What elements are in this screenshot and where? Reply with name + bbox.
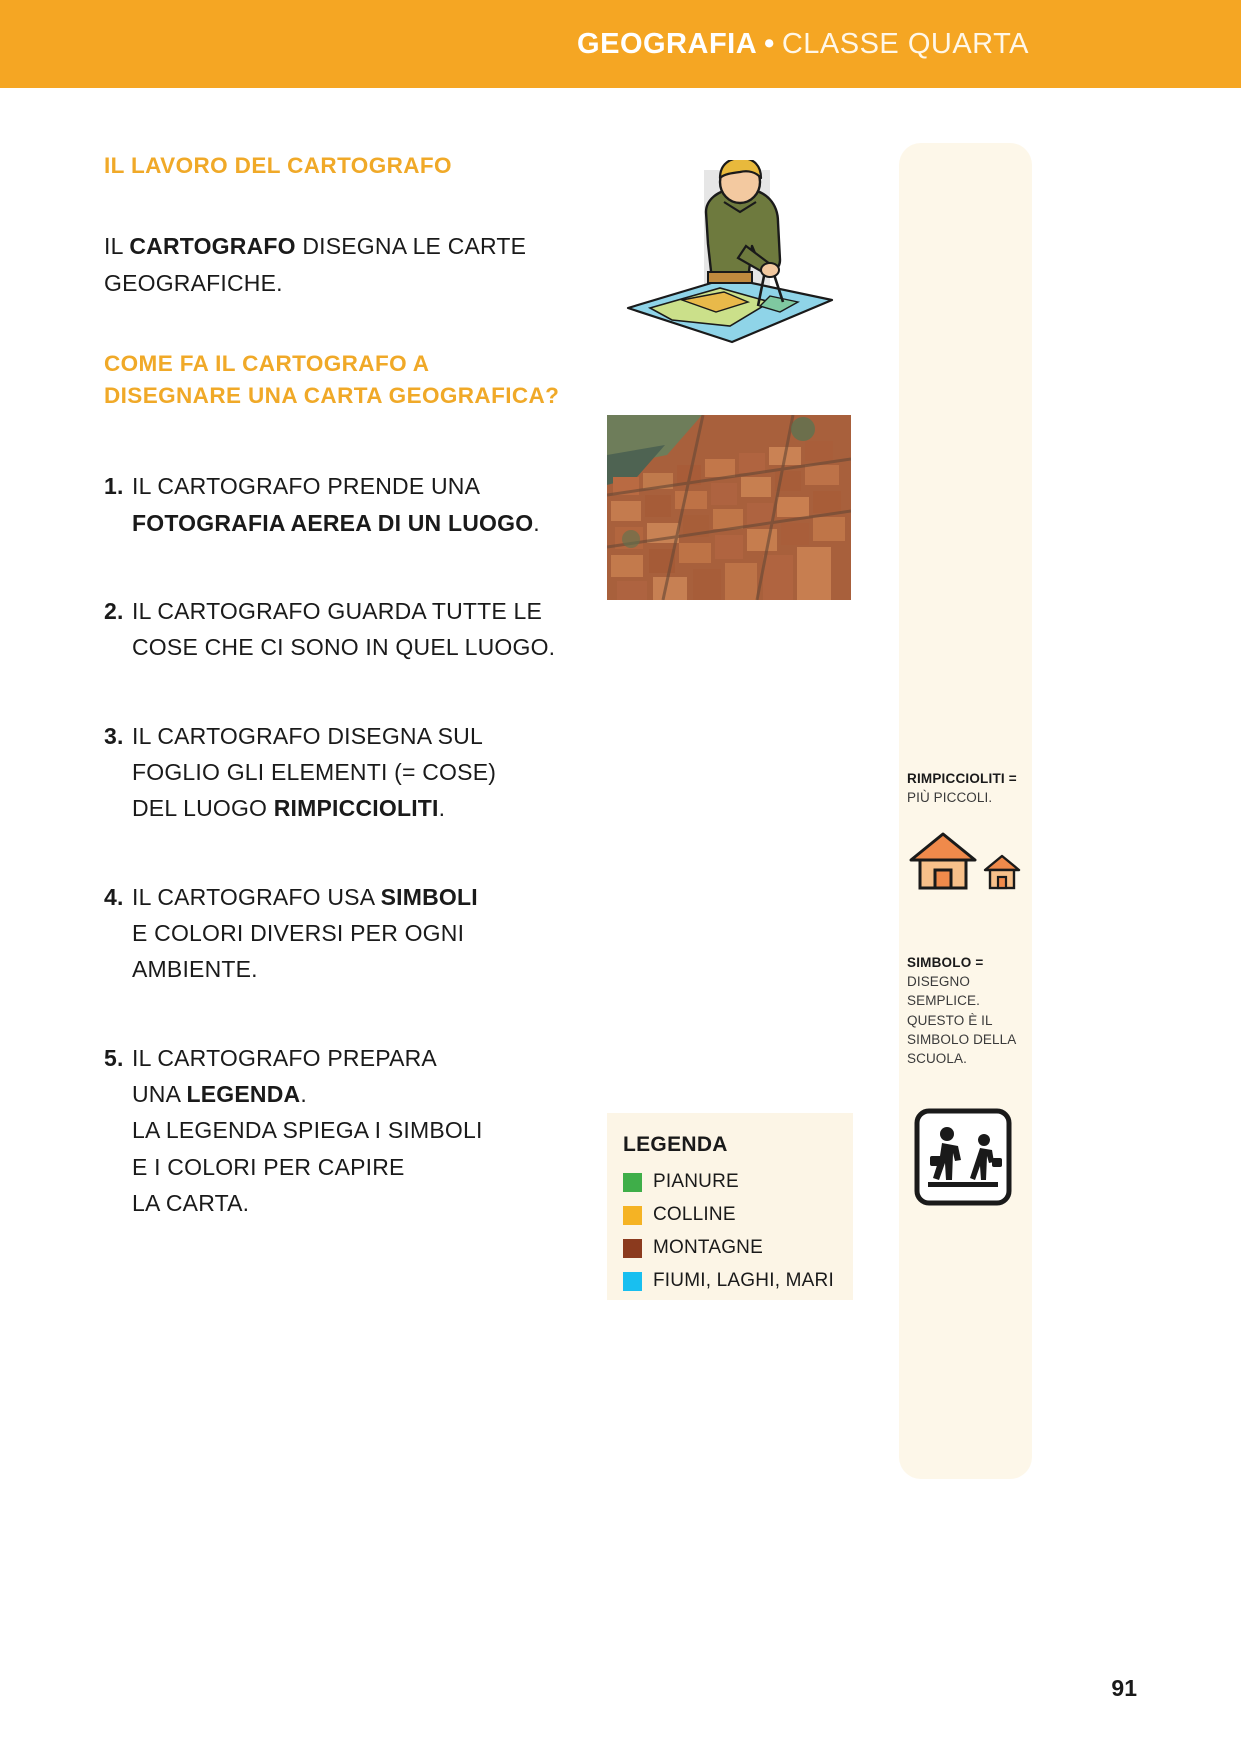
section-heading-2-line-2: DISEGNARE UNA CARTA GEOGRAFICA? <box>104 383 560 409</box>
main-content <box>104 150 584 1273</box>
step-1-number: 1. <box>104 473 124 500</box>
page-header <box>0 0 1241 88</box>
cartographer-illustration <box>620 160 840 360</box>
step-3-line-2: FOGLIO GLI ELEMENTI (= COSE) <box>132 758 497 785</box>
section-heading-2-line-1: COME FA IL CARTOGRAFO A <box>104 351 430 377</box>
school-crossing-sign-icon <box>914 1108 1012 1206</box>
header-title <box>577 28 1029 61</box>
step-3-keyword-rimpiccioliti: RIMPICCIOLITI <box>273 795 439 822</box>
step-2-body <box>132 593 584 666</box>
intro-line-2: GEOGRAFICHE. <box>104 270 283 297</box>
step-5-keyword-legenda: LEGENDA <box>186 1080 301 1107</box>
step-5-line-5: LA CARTA. <box>132 1189 250 1216</box>
step-5-line-1: IL CARTOGRAFO PREPARA <box>132 1044 437 1071</box>
legenda-item-pianure <box>623 1171 835 1193</box>
step-item-3 <box>104 718 584 827</box>
steps-list <box>104 468 584 1221</box>
legenda-item-colline <box>623 1204 835 1226</box>
step-4-number: 4. <box>104 883 124 910</box>
section-heading-1-block <box>104 150 584 182</box>
step-item-2 <box>104 593 584 666</box>
glossary-definition-simbolo: DISEGNO SEMPLICE. QUESTO È IL SIMBOLO DELLA SCUOLA. <box>907 974 1016 1066</box>
step-5-line-2 <box>132 1076 584 1112</box>
step-4-body <box>132 879 584 988</box>
header-grade: CLASSE QUARTA <box>781 27 1029 60</box>
step-1-line-2 <box>132 505 584 541</box>
step-2-number: 2. <box>104 597 124 624</box>
step-1-line-1: IL CARTOGRAFO PRENDE UNA <box>132 473 481 500</box>
step-5-body <box>132 1040 584 1222</box>
glossary-term-rimpiccioliti: RIMPICCIOLITI = <box>907 771 1017 786</box>
legenda-swatch-fiumi-laghi-mari <box>623 1272 642 1291</box>
glossary-sidebar <box>899 143 1032 1479</box>
step-5-line-3: LA LEGENDA SPIEGA I SIMBOLI <box>132 1117 483 1144</box>
step-5-line-4: E I COLORI PER CAPIRE <box>132 1153 405 1180</box>
step-4-keyword-simboli: SIMBOLI <box>380 883 478 910</box>
step-item-4 <box>104 879 584 988</box>
header-subject: GEOGRAFIA <box>577 27 758 60</box>
glossary-entry-rimpiccioliti <box>907 770 1027 807</box>
legenda-label-colline: COLLINE <box>653 1204 736 1225</box>
step-5-line2-pre: UNA <box>132 1080 187 1107</box>
step-4-line-2: E COLORI DIVERSI PER OGNI <box>132 919 465 946</box>
legenda-swatch-pianure <box>623 1173 642 1192</box>
step-3-line3-pre: DEL LUOGO <box>132 795 274 822</box>
step-3-line3-post: . <box>438 795 446 822</box>
legenda-title: LEGENDA <box>623 1133 728 1156</box>
legenda-label-fiumi-laghi-mari: FIUMI, LAGHI, MARI <box>653 1270 834 1291</box>
legenda-item-fiumi-laghi-mari <box>623 1270 835 1292</box>
step-4-line1-pre: IL CARTOGRAFO USA <box>132 883 381 910</box>
page-number: 91 <box>1111 1675 1137 1701</box>
step-5-number: 5. <box>104 1044 124 1071</box>
step-1-body <box>132 468 584 541</box>
intro-keyword-cartografo: CARTOGRAFO <box>129 232 296 259</box>
step-2-line-1: IL CARTOGRAFO GUARDA TUTTE LE <box>132 597 543 624</box>
step-5-line2-post: . <box>300 1080 307 1107</box>
legenda-swatch-colline <box>623 1206 642 1225</box>
step-3-line-1: IL CARTOGRAFO DISEGNA SUL <box>132 722 483 749</box>
section-heading-1: IL LAVORO DEL CARTOGRAFO <box>104 153 452 178</box>
section-heading-2-block <box>104 348 584 412</box>
glossary-definition-rimpiccioliti: PIÙ PICCOLI. <box>907 790 993 806</box>
step-3-number: 3. <box>104 722 124 749</box>
step-1-line2-post: . <box>533 509 540 536</box>
intro-paragraph <box>104 228 584 303</box>
legenda-label-montagne: MONTAGNE <box>653 1237 763 1258</box>
step-item-1 <box>104 468 584 541</box>
glossary-term-simbolo: SIMBOLO = <box>907 955 984 970</box>
glossary-entry-simbolo <box>907 954 1027 1068</box>
legenda-label-pianure: PIANURE <box>653 1171 739 1192</box>
step-2-line-2: COSE CHE CI SONO IN QUEL LUOGO. <box>132 634 556 661</box>
house-icon <box>905 826 1029 892</box>
legenda-box <box>607 1113 853 1300</box>
step-3-line-3 <box>132 790 584 826</box>
step-item-5 <box>104 1040 584 1222</box>
legenda-swatch-montagne <box>623 1239 642 1258</box>
step-4-line-3: AMBIENTE. <box>132 956 258 983</box>
aerial-city-photo <box>607 415 851 600</box>
header-separator-dot: • <box>764 27 775 60</box>
intro-line1-post: DISEGNA LE CARTE <box>295 232 527 259</box>
step-3-body <box>132 718 584 827</box>
step-1-keyword-fotografia-aerea: FOTOGRAFIA AEREA DI UN LUOGO <box>132 509 534 536</box>
intro-line1-pre: IL <box>104 232 130 259</box>
step-4-line-1 <box>132 879 584 915</box>
legenda-item-montagne <box>623 1237 835 1259</box>
intro-line-1 <box>104 228 584 265</box>
